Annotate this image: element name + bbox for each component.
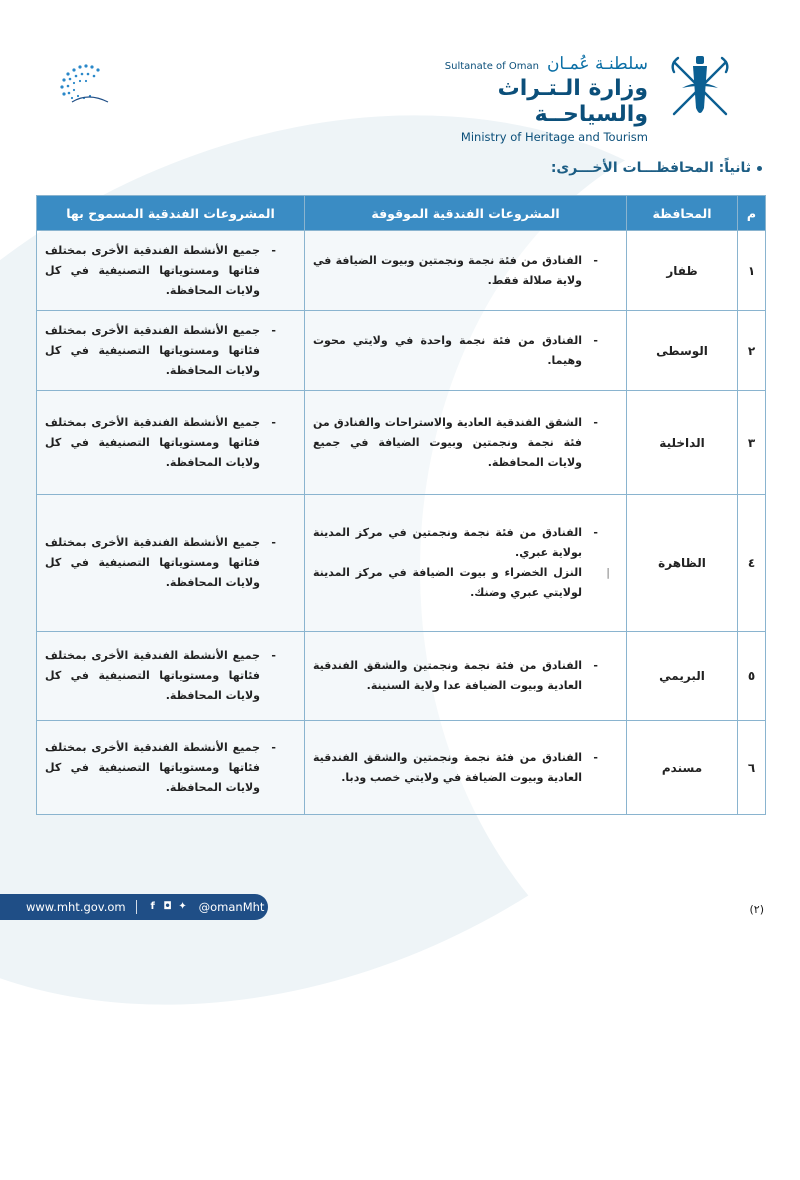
allowed-item: - جميع الأنشطة الفندقية الأخرى بمختلف فئاتها ومستوياتها التصنيفية في كل ولايات المحافظة. bbox=[45, 649, 276, 702]
allowed-item: - جميع الأنشطة الفندقية الأخرى بمختلف فئاتها ومستوياتها التصنيفية في كل ولايات المحافظة. bbox=[45, 323, 276, 377]
website-link[interactable]: www.mht.gov.om bbox=[26, 900, 126, 914]
stopped-item: - الفنادق من فئة نجمة ونجمتين في مركز المدينة بولاية عبري. bbox=[313, 526, 598, 559]
stopped-item: - الفنادق من فئة نجمة واحدة في ولايتي محوت وهيما. bbox=[313, 333, 598, 367]
social-handle[interactable]: @omanMht bbox=[198, 900, 265, 914]
header-allowed-projects: المشروعات الفندقية المسموح بها bbox=[37, 196, 305, 231]
allowed-projects-cell bbox=[37, 311, 305, 391]
sultanate-ar: سلطنـة عُمـان bbox=[546, 54, 648, 74]
stopped-projects-cell bbox=[305, 231, 627, 311]
row-number: ٥ bbox=[738, 632, 766, 721]
ministry-brand bbox=[408, 54, 648, 144]
footer-divider bbox=[136, 900, 137, 914]
section-title bbox=[551, 160, 762, 176]
table-row bbox=[37, 311, 766, 391]
governorate-name: البريمي bbox=[627, 632, 738, 721]
ministry-name-en: Ministry of Heritage and Tourism bbox=[460, 130, 648, 144]
allowed-projects-cell bbox=[37, 391, 305, 495]
section-title-text: ثانياً: المحافظـــات الأخـــرى: bbox=[550, 160, 751, 176]
stopped-projects-cell bbox=[305, 632, 627, 721]
stopped-projects-cell bbox=[305, 391, 627, 495]
allowed-item: - جميع الأنشطة الفندقية الأخرى بمختلف فئاتها ومستوياتها التصنيفية في كل ولايات المحافظة. bbox=[45, 536, 276, 589]
allowed-item: - جميع الأنشطة الفندقية الأخرى بمختلف فئاتها ومستوياتها التصنيفية في كل ولايات المحافظة. bbox=[45, 415, 276, 469]
instagram-icon[interactable]: ◘ bbox=[163, 901, 172, 912]
social-icons bbox=[147, 901, 189, 913]
row-number: ١ bbox=[738, 231, 766, 311]
page-number: (٢) bbox=[749, 903, 764, 916]
stopped-item: | النزل الخضراء و بيوت الضيافة في مركز المدينة لولايتي عبري وضنك. bbox=[313, 566, 610, 599]
facebook-icon[interactable]: f bbox=[150, 901, 155, 912]
header-num: م bbox=[738, 196, 766, 231]
table-row bbox=[37, 231, 766, 311]
bullet-icon bbox=[757, 166, 762, 171]
allowed-projects-cell bbox=[37, 632, 305, 721]
governorate-name: ظفار bbox=[627, 231, 738, 311]
allowed-projects-cell bbox=[37, 495, 305, 632]
stopped-projects-cell bbox=[305, 311, 627, 391]
stopped-item: - الفنادق من فئة نجمة ونجمتين والشقق الفندقية العادية وبيوت الضيافة في ولايتي خصب ودبا. bbox=[313, 750, 598, 784]
row-number: ٢ bbox=[738, 311, 766, 391]
ministry-header bbox=[410, 40, 740, 144]
allowed-item: - جميع الأنشطة الفندقية الأخرى بمختلف فئاتها ومستوياتها التصنيفية في كل ولايات المحافظة. bbox=[45, 243, 276, 297]
stopped-projects-cell bbox=[305, 495, 627, 632]
footer-bar bbox=[0, 894, 268, 920]
sultanate-en: Sultanate of Oman bbox=[444, 61, 539, 72]
stopped-item: - الشقق الفندقية العادية والاستراحات والفنادق من فئة نجمة ونجمتين وبيوت الضيافة في جميع ولايات المحافظة. bbox=[313, 415, 598, 469]
oman-emblem-icon bbox=[660, 48, 740, 126]
table-row bbox=[37, 495, 766, 632]
allowed-projects-cell bbox=[37, 721, 305, 815]
twitter-icon[interactable]: ✦ bbox=[178, 901, 187, 912]
governorate-name: مسندم bbox=[627, 721, 738, 815]
row-number: ٣ bbox=[738, 391, 766, 495]
header-stopped-projects: المشروعات الفندقية الموقوفة bbox=[305, 196, 627, 231]
stopped-item: - الفنادق من فئة نجمة ونجمتين وبيوت الضيافة في ولاية صلالة فقط. bbox=[313, 253, 598, 287]
governorate-name: الداخلية bbox=[627, 391, 738, 495]
table-row bbox=[37, 632, 766, 721]
allowed-item: - جميع الأنشطة الفندقية الأخرى بمختلف فئاتها ومستوياتها التصنيفية في كل ولايات المحافظة. bbox=[45, 740, 276, 794]
header-governorate: المحافظة bbox=[627, 196, 738, 231]
hotel-projects-table bbox=[36, 195, 766, 815]
table-row bbox=[37, 391, 766, 495]
governorate-name: الظاهرة bbox=[627, 495, 738, 632]
ministry-name-ar: وزارة الـتـراث والسياحــة bbox=[497, 76, 648, 127]
table-header-row bbox=[37, 196, 766, 231]
governorate-name: الوسطى bbox=[627, 311, 738, 391]
oman-vision-2040-logo bbox=[38, 52, 148, 122]
table-row bbox=[37, 721, 766, 815]
allowed-projects-cell bbox=[37, 231, 305, 311]
stopped-item: - الفنادق من فئة نجمة ونجمتين والشقق الفندقية العادية وبيوت الضيافة عدا ولاية السنينة. bbox=[313, 659, 598, 692]
row-number: ٦ bbox=[738, 721, 766, 815]
row-number: ٤ bbox=[738, 495, 766, 632]
stopped-projects-cell bbox=[305, 721, 627, 815]
